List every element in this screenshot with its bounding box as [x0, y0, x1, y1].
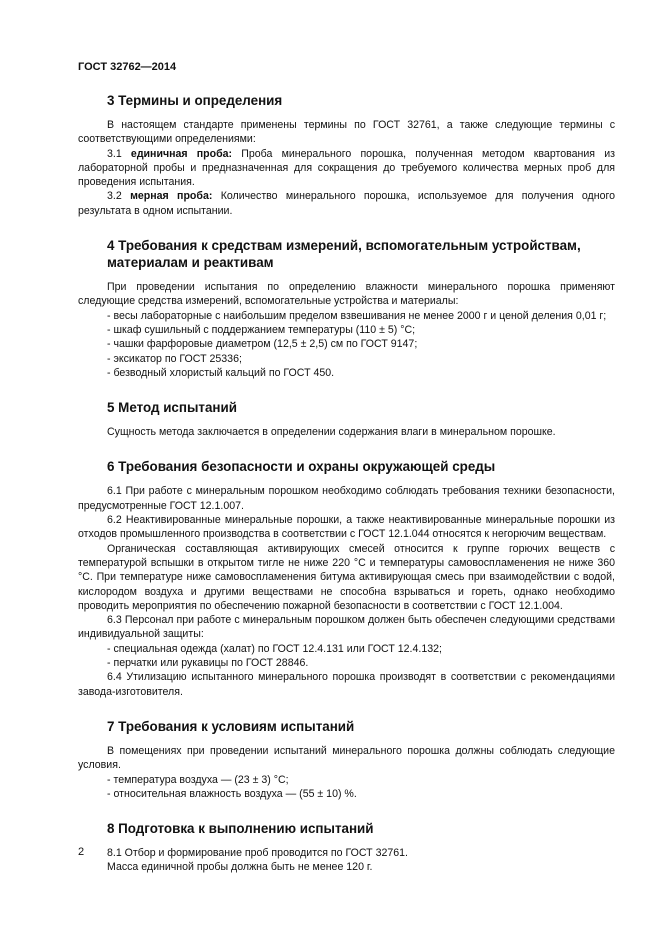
section-4-heading — [78, 237, 615, 271]
list-item: - безводный хлористый кальций по ГОСТ 450. — [107, 366, 335, 379]
document-body — [78, 92, 615, 875]
standard-header: ГОСТ 32762—2014 — [78, 61, 177, 73]
term-3-2-definition: Количество минерального порошка, используемое для получения одного результата в одном испытании. — [78, 190, 615, 217]
clause-6-4: 6.4 Утилизацию испытанного минерального порошка производят в соответствии с рекомендациями завода-изготовителя. — [78, 671, 615, 698]
term-3-1-number: 3.1 — [107, 147, 122, 160]
list-item: - шкаф сушильный с поддержанием температуры (110 ± 5) °C; — [107, 323, 416, 336]
section-3-intro: В настоящем стандарте применены термины по ГОСТ 32761, а также следующие термины с соответствующими определениями: — [78, 119, 615, 146]
term-3-1-definition: Проба минерального порошка, полученная методом квартования из лабораторной пробы и предназначенная для сокращения до требуемого количества мерных проб для проведения испытания. — [78, 147, 615, 189]
list-item: - температура воздуха — (23 ± 3) °C; — [107, 773, 289, 786]
term-3-2-number: 3.2 — [107, 190, 122, 203]
section-5-heading: 5 Метод испытаний — [107, 400, 237, 416]
term-3-2-name: мерная проба: — [130, 190, 213, 203]
clause-6-3: 6.3 Персонал при работе с минеральным порошком должен быть обеспечен следующими средствами индивидуальной защиты: — [78, 614, 615, 641]
clause-6-1: 6.1 При работе с минеральным порошком необходимо соблюдать требования техники безопасности, предусмотренные ГОСТ 12.1.007. — [78, 485, 615, 512]
list-item: - эксикатор по ГОСТ 25336; — [107, 352, 242, 365]
section-7-heading: 7 Требования к условиям испытаний — [107, 718, 355, 734]
section-3-heading: 3 Термины и определения — [107, 93, 283, 108]
term-3-2 — [78, 189, 615, 218]
section-6-heading: 6 Требования безопасности и охраны окружающей среды — [107, 459, 496, 475]
term-3-1 — [78, 147, 615, 190]
list-item: - весы лабораторные с наибольшим пределом взвешивания не менее 2000 г и ценой деления 0,01 г; — [107, 309, 607, 322]
section-5-text: Сущность метода заключается в определении содержания влаги в минеральном порошке. — [107, 426, 556, 439]
list-item: - перчатки или рукавицы по ГОСТ 28846. — [107, 657, 309, 670]
list-item: - специальная одежда (халат) по ГОСТ 12.4.131 или ГОСТ 12.4.132; — [107, 642, 442, 655]
page-number: 2 — [78, 846, 85, 858]
section-8-heading: 8 Подготовка к выполнению испытаний — [107, 821, 374, 837]
list-item: - чашки фарфоровые диаметром (12,5 ± 2,5) см по ГОСТ 9147; — [107, 338, 418, 351]
list-item: - относительная влажность воздуха — (55 ± 10) %. — [107, 787, 357, 800]
section-4-heading-line1: 4 Требования к средствам измерений, вспомогательным устройствам, — [107, 238, 581, 254]
term-3-1-name: единичная проба: — [130, 147, 233, 160]
clause-6-2: 6.2 Неактивированные минеральные порошки, а также неактивированные минеральные порошки из отходов промышленного производства в соответствии с ГОСТ 12.1.044 относятся к негорючим веществам. — [78, 514, 615, 541]
clause-8-1-continued: Масса единичной пробы должна быть не менее 120 г. — [107, 861, 373, 874]
clause-6-2-continued: Органическая составляющая активирующих смесей относится к группе горючих веществ с температурой вспышки в открытом тигле не ниже 220 °C и температуры самовоспламенения не ниже 360 °C. При температуре ниже самовоспламенения битума активирующая смесь при взаимодействии с водой, кислородом воздуха и другими веществами не способна взрываться и гореть, однако необходимо проводить мероприятия по обеспечению пожарной безопасности в соответствии с ГОСТ 12.1.004. — [78, 542, 615, 612]
section-4-heading-line2: материалам и реактивам — [107, 255, 274, 271]
section-7-intro: В помещениях при проведении испытаний минерального порошка должны соблюдать следующие условия. — [78, 744, 615, 772]
clause-8-1: 8.1 Отбор и формирование проб проводится по ГОСТ 32761. — [107, 847, 409, 860]
section-4-intro: При проведении испытания по определению влажности минерального порошка применяют следующие средства измерений, вспомогательные устройства и материалы: — [78, 281, 615, 308]
